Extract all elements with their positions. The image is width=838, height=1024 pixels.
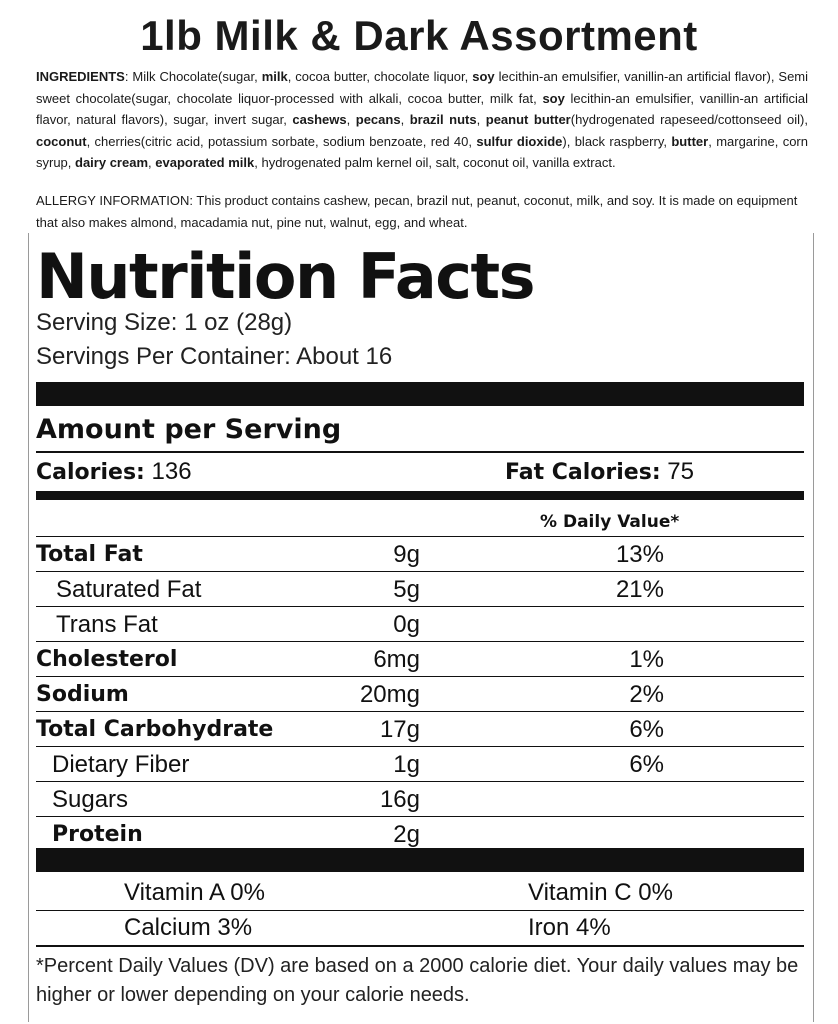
- calories-label: Calories:: [36, 460, 145, 485]
- calories: [36, 458, 192, 485]
- allergy-text: : This product contains cashew, pecan, brazil nut, peanut, coconut, milk, and soy. It is made on equipment that also makes almond, macadamia nut, pine nut, walnut, egg, and wheat.: [36, 193, 798, 230]
- nutrient-row: [36, 712, 804, 747]
- ingredients-label: INGREDIENTS: [36, 69, 125, 84]
- allergen-term: soy: [542, 90, 565, 106]
- nutrient-daily-value: 2%: [629, 681, 664, 708]
- ingredients-segment: , hydrogenated palm kernel oil, salt, coconut oil, vanilla extract.: [254, 155, 616, 170]
- ingredients-segment: ,: [148, 155, 156, 170]
- ingredients-segment: : Milk Chocolate(sugar,: [124, 69, 262, 84]
- allergy-label: ALLERGY INFORMATION: [36, 193, 190, 208]
- nutrient-row: [36, 537, 804, 572]
- nutrient-name: Total Carbohydrate: [36, 717, 274, 742]
- allergen-term: sulfur dioxide: [476, 133, 563, 149]
- allergen-term: peanut butter: [485, 112, 571, 127]
- nutrient-row: [36, 677, 804, 712]
- allergen-term: cashews: [292, 112, 347, 127]
- nutrient-amount: 6mg: [373, 646, 420, 673]
- calories-value: 136: [151, 458, 192, 485]
- nutrient-row: [36, 817, 804, 852]
- ingredients-segment: , cherries(citric acid, potassium sorbate, sodium benzoate, red 40,: [86, 133, 477, 149]
- ingredients-segment: ,: [400, 112, 410, 127]
- ingredients-segment: ,: [346, 112, 356, 127]
- nutrient-daily-value: 13%: [615, 541, 664, 568]
- calories-row: [36, 455, 804, 489]
- nutrient-amount: 20mg: [359, 681, 420, 708]
- nutrient-daily-value: 21%: [615, 576, 664, 603]
- nutrient-row: [36, 572, 804, 607]
- medium-divider: [36, 491, 804, 500]
- thick-divider-bottom: [36, 848, 804, 872]
- ingredients-text: [36, 69, 808, 170]
- nutrient-daily-value: 6%: [629, 716, 664, 743]
- nutrient-amount: 0g: [393, 611, 420, 638]
- nutrient-daily-value: 6%: [629, 751, 664, 778]
- vitamin-c: Vitamin C 0%: [528, 879, 673, 906]
- ingredients-segment: , margarine, corn syrup,: [36, 133, 808, 170]
- nutrient-name: Total Fat: [36, 542, 143, 567]
- ingredients-segment: lecithin-an emulsifier, vanillin-an artificial flavor), Semi sweet chocolate(sugar, chocolate liquor-processed with alkali, cocoa butter, milk fat,: [36, 69, 809, 106]
- nutrient-amount: 9g: [393, 541, 420, 568]
- nutrient-amount: 16g: [379, 786, 420, 813]
- nutrient-name: Sugars: [52, 786, 129, 813]
- mineral-row: [36, 911, 804, 945]
- calcium: Calcium 3%: [124, 914, 253, 941]
- nutrient-row: [36, 782, 804, 817]
- nutrient-name: Dietary Fiber: [52, 751, 190, 778]
- serving-size: Serving Size: 1 oz (28g): [36, 309, 293, 336]
- servings-per-container: Servings Per Container: About 16: [36, 343, 393, 370]
- nutrient-amount: 5g: [393, 576, 420, 603]
- allergen-term: soy: [472, 69, 495, 84]
- allergen-term: pecans: [355, 112, 401, 127]
- divider: [36, 945, 804, 947]
- ingredients-segment: ), black raspberry,: [562, 133, 672, 149]
- vitamin-row: [36, 876, 804, 910]
- nutrient-amount: 17g: [379, 716, 420, 743]
- divider: [36, 451, 804, 453]
- allergen-term: brazil nuts: [409, 112, 477, 127]
- nutrient-row: [36, 607, 804, 642]
- fat-calories: [505, 455, 694, 490]
- product-title: 1lb Milk & Dark Assortment: [140, 12, 698, 59]
- ingredients-segment: lecithin-an emulsifier, vanillin-an artificial flavor, natural flavors), sugar, invert sugar,: [36, 90, 809, 127]
- ingredients-segment: (hydrogenated rapeseed/cottonseed oil),: [570, 112, 808, 127]
- nutrient-row: [36, 642, 804, 677]
- nutrient-name: Trans Fat: [56, 611, 158, 638]
- fat-calories-label: Fat Calories:: [505, 460, 661, 485]
- allergen-term: dairy cream: [75, 155, 149, 170]
- allergen-term: butter: [671, 133, 709, 149]
- daily-value-footnote: *Percent Daily Values (DV) are based on a 2000 calorie diet. Your daily values may be higher or lower depending on your calorie needs.: [36, 955, 799, 1006]
- fat-calories-value: 75: [667, 458, 694, 485]
- nutrient-name: Sodium: [36, 682, 129, 707]
- nutrient-daily-value: 1%: [629, 646, 664, 673]
- nutrient-amount: 2g: [393, 821, 420, 848]
- allergy-paragraph: [36, 190, 808, 233]
- nutrient-name: Cholesterol: [36, 647, 178, 672]
- ingredients-segment: ,: [476, 112, 486, 127]
- thick-divider: [36, 382, 804, 406]
- nutrient-amount: 1g: [393, 751, 420, 778]
- ingredients-segment: , cocoa butter, chocolate liquor,: [287, 69, 473, 84]
- iron: Iron 4%: [528, 914, 611, 941]
- amount-per-serving: Amount per Serving: [36, 414, 342, 445]
- daily-value-header: % Daily Value*: [540, 512, 680, 532]
- allergen-term: milk: [261, 69, 288, 84]
- nutrient-name: Saturated Fat: [56, 576, 202, 603]
- nutrient-row: [36, 747, 804, 782]
- allergen-term: coconut: [36, 133, 87, 149]
- allergen-term: evaporated milk: [155, 155, 255, 170]
- ingredients-paragraph: [36, 66, 808, 174]
- nutrient-name: Protein: [52, 822, 143, 847]
- nutrition-facts-heading: Nutrition Facts: [36, 240, 535, 313]
- vitamin-a: Vitamin A 0%: [124, 879, 265, 906]
